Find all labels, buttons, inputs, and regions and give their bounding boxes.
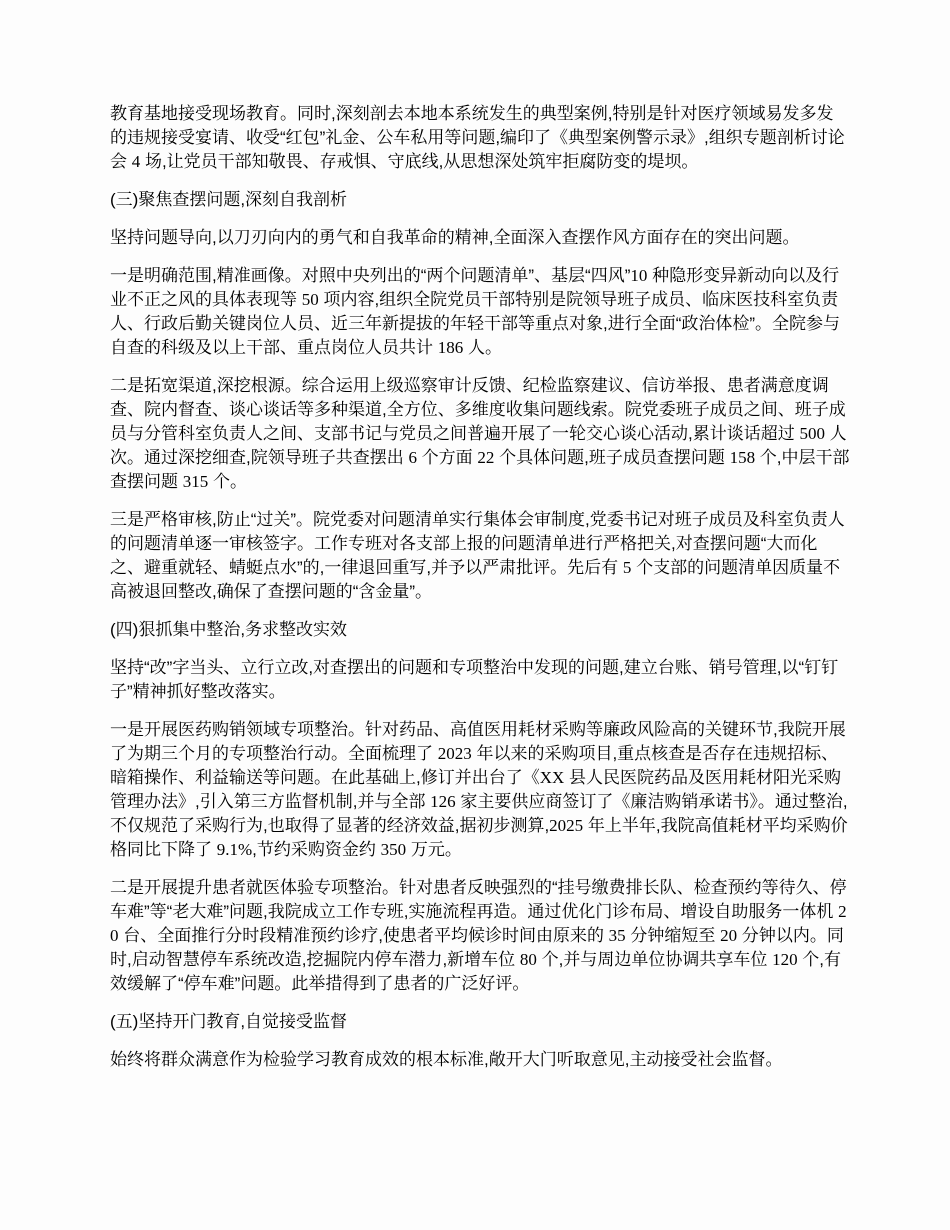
latin-text: 6	[408, 448, 417, 467]
latin-text: 50	[301, 290, 319, 309]
latin-text: XX	[539, 768, 565, 787]
body-paragraph: 一是开展医药购销领域专项整治。针对药品、高值医用耗材采购等廉政风险高的关键环节,我院开展了为期三个月的专项整治行动。全面梳理了 2023 年以来的采购项目,重点核查是否存在违规招标、暗箱操作、利益输送等问题。在此基础上,修订并出台了《XX 县人民医院药品及医用耗材阳光采购管理办法》,引入第三方监督机制,并与全部 126 家主要供应商签订了《廉洁购销承诺书》。通过整治,不仅规范了采购行为,也取得了显著的经济效益,据初步测算,2025 年上半年,我院高值耗材平均采购价格同比下降了 9.1%,节约采购资金约 350 万元。	[110, 720, 848, 859]
body-paragraph: 二是开展提升患者就医体验专项整治。针对患者反映强烈的“挂号缴费排长队、检查预约等待久、停车难”等“老大难”问题,我院成立工作专班,实施流程再造。通过优化门诊布局、增设自助服务一体机 20 台、全面推行分时段精准预约诊疗,使患者平均候诊时间由原来的 35 分钟缩短至 20 分钟以内。同时,启动智慧停车系统改造,挖掘院内停车潜力,新增车位 80 个,并与周边单位协调共享车位 120 个,有效缓解了“停车难”问题。此举措得到了患者的广泛好评。	[110, 878, 847, 993]
document-text	[110, 102, 850, 1072]
body-paragraph: 二是拓宽渠道,深挖根源。综合运用上级巡察审计反馈、纪检监察建议、信访举报、患者满意度调查、院内督查、谈心谈话等多种渠道,全方位、多维度收集问题线索。院党委班子成员之间、班子成员与分管科室负责人之间、支部书记与党员之间普遍开展了一轮交心谈心活动,累计谈话超过 500 人次。通过深挖细查,院领导班子共查摆出 6 个方面 22 个具体问题,班子成员查摆问题 158 个,中层干部查摆问题 315 个。	[110, 376, 850, 491]
body-paragraph: 坚持“改”字当头、立行立改,对查摆出的问题和专项整治中发现的问题,建立台账、销号管理,以“钉钉子”精神抓好整改落实。	[110, 658, 839, 701]
latin-text: 4	[131, 152, 141, 171]
latin-text: 80	[519, 950, 537, 969]
latin-text: 22	[477, 448, 495, 467]
latin-text: 2023	[437, 744, 472, 763]
body-paragraph: 三是严格审核,防止“过关”。院党委对问题清单实行集体会审制度,党委书记对班子成员及科室负责人的问题清单逐一审核签字。工作专班对各支部上报的问题清单进行严格把关,对查摆问题“大而化之、避重就轻、蜻蜓点水”的,一律退回重写,并予以严肃批评。先后有 5 个支部的问题清单因质量不高被退回整改,确保了查摆问题的“含金量”。	[110, 510, 845, 601]
latin-text: 5	[622, 558, 632, 577]
section-heading: (五)坚持开门教育,自觉接受监督	[110, 1012, 348, 1031]
latin-text: 20	[110, 902, 847, 945]
latin-text: 9.1%	[216, 840, 253, 859]
body-paragraph: 教育基地接受现场教育。同时,深刻剖去本地本系统发生的典型案例,特别是针对医疗领域易发多发的违规接受宴请、收受“红包”礼金、公车私用等问题,编印了《典型案例警示录》,组织专题剖析讨论会 4 场,让党员干部知敬畏、存戒惧、守底线,从思想深处筑牢拒腐防变的堤坝。	[110, 104, 845, 171]
body-paragraph: 坚持问题导向,以刀刃向内的勇气和自我革命的精神,全面深入查摆作风方面存在的突出问题。	[110, 228, 800, 247]
latin-text: 10	[630, 266, 648, 285]
latin-text: 186	[437, 338, 464, 357]
latin-text: 20	[720, 926, 738, 945]
latin-text: 350	[380, 840, 407, 859]
latin-text: 2025	[549, 816, 584, 835]
document-page	[110, 102, 850, 1072]
body-paragraph: 始终将群众满意作为检验学习教育成效的根本标准,敞开大门听取意见,主动接受社会监督。	[110, 1050, 783, 1069]
latin-text: 500	[799, 424, 825, 443]
latin-text: 35	[608, 926, 626, 945]
section-heading: (四)狠抓集中整治,务求整改实效	[110, 620, 348, 639]
latin-text: 158	[729, 448, 756, 467]
latin-text: 315	[182, 472, 209, 491]
body-paragraph: 一是明确范围,精准画像。对照中央列出的“两个问题清单”、基层“四风”10 种隐形变异新动向以及行业不正之风的具体表现等 50 项内容,组织全院党员干部特别是院领导班子成员、临床医技科室负责人、行政后勤关键岗位人员、近三年新提拔的年轻干部等重点对象,进行全面“政治体检”。全院参与自查的科级及以上干部、重点岗位人员共计 186 人。	[110, 266, 841, 357]
section-heading: (三)聚焦查摆问题,深刻自我剖析	[110, 190, 348, 209]
latin-text: 120	[772, 950, 798, 969]
latin-text: 126	[430, 792, 456, 811]
